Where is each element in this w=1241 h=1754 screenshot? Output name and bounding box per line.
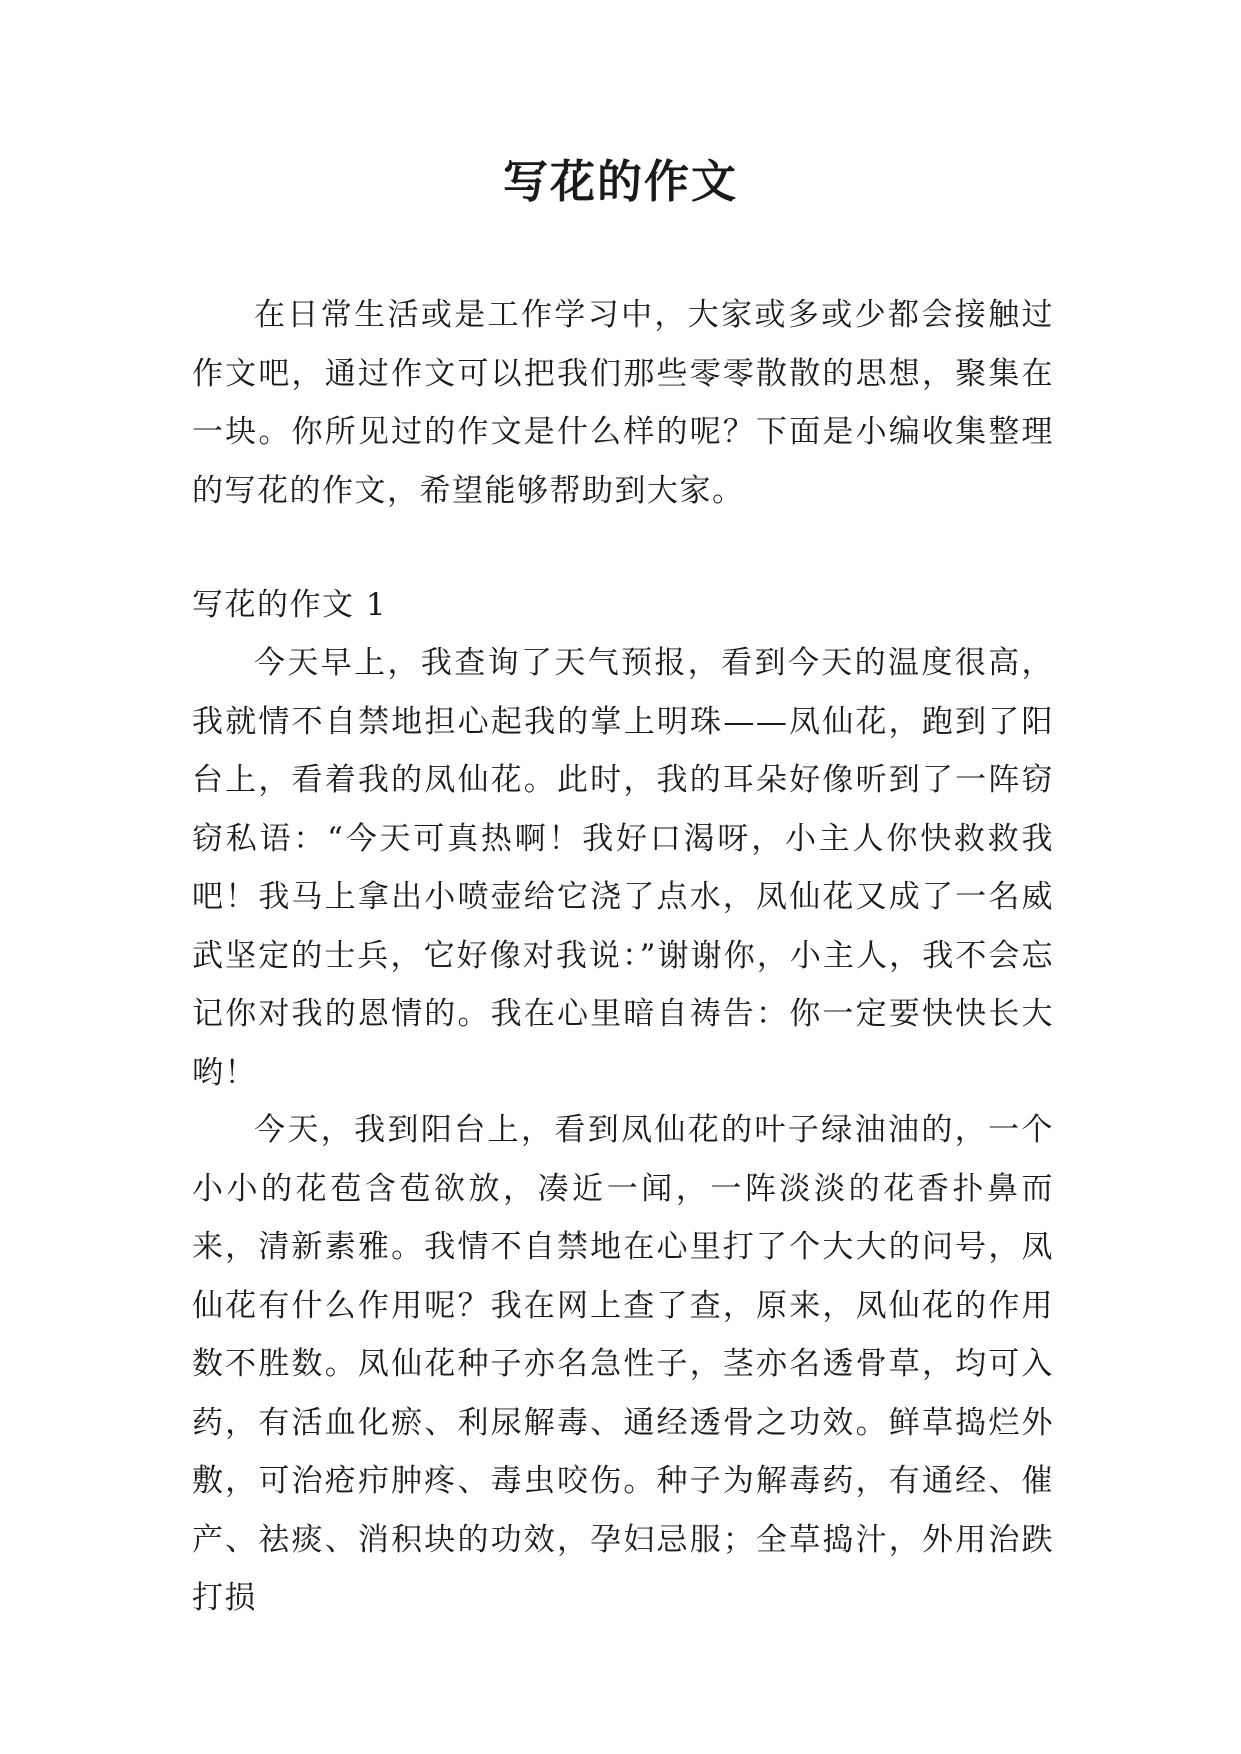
document-title: 写花的作文 <box>502 155 738 208</box>
body-paragraph: 今天早上，我查询了天气预报，看到今天的温度很高，我就情不自禁地担心起我的掌上明珠——凤仙花，跑到了阳台上，看着我的凤仙花。此时，我的耳朵好像听到了一阵窃窃私语：“今天可真热啊！我好口渴呀，小主人你快救救我吧！我马上拿出小喷壶给它浇了点水，凤仙花又成了一名威武坚定的士兵，它好像对我说：”谢谢你，小主人，我不会忘记你对我的恩情的。我在心里暗自祷告：你一定要快快长大哟！ <box>192 645 1054 1091</box>
section-heading: 写花的作文 1 <box>192 587 388 623</box>
body-paragraph: 今天，我到阳台上，看到凤仙花的叶子绿油油的，一个小小的花苞含苞欲放，凑近一闻，一阵淡淡的花香扑鼻而来，清新素雅。我情不自禁地在心里打了个大大的问号，凤仙花有什么作用呢？我在网上查了查，原来，凤仙花的作用数不胜数。凤仙花种子亦名急性子，茎亦名透骨草，均可入药，有活血化瘀、利尿解毒、通经透骨之功效。鲜草捣烂外敷，可治疮疖肿疼、毒虫咬伤。种子为解毒药，有通经、催产、祛痰、消积块的功效，孕妇忌服；全草捣汁，外用治跌打损 <box>192 1112 1054 1616</box>
intro-paragraph: 在日常生活或是工作学习中，大家或多或少都会接触过作文吧，通过作文可以把我们那些零零散散的思想，聚集在一块。你所见过的作文是什么样的呢？下面是小编收集整理的写花的作文，希望能够帮助到大家。 <box>192 297 1054 509</box>
